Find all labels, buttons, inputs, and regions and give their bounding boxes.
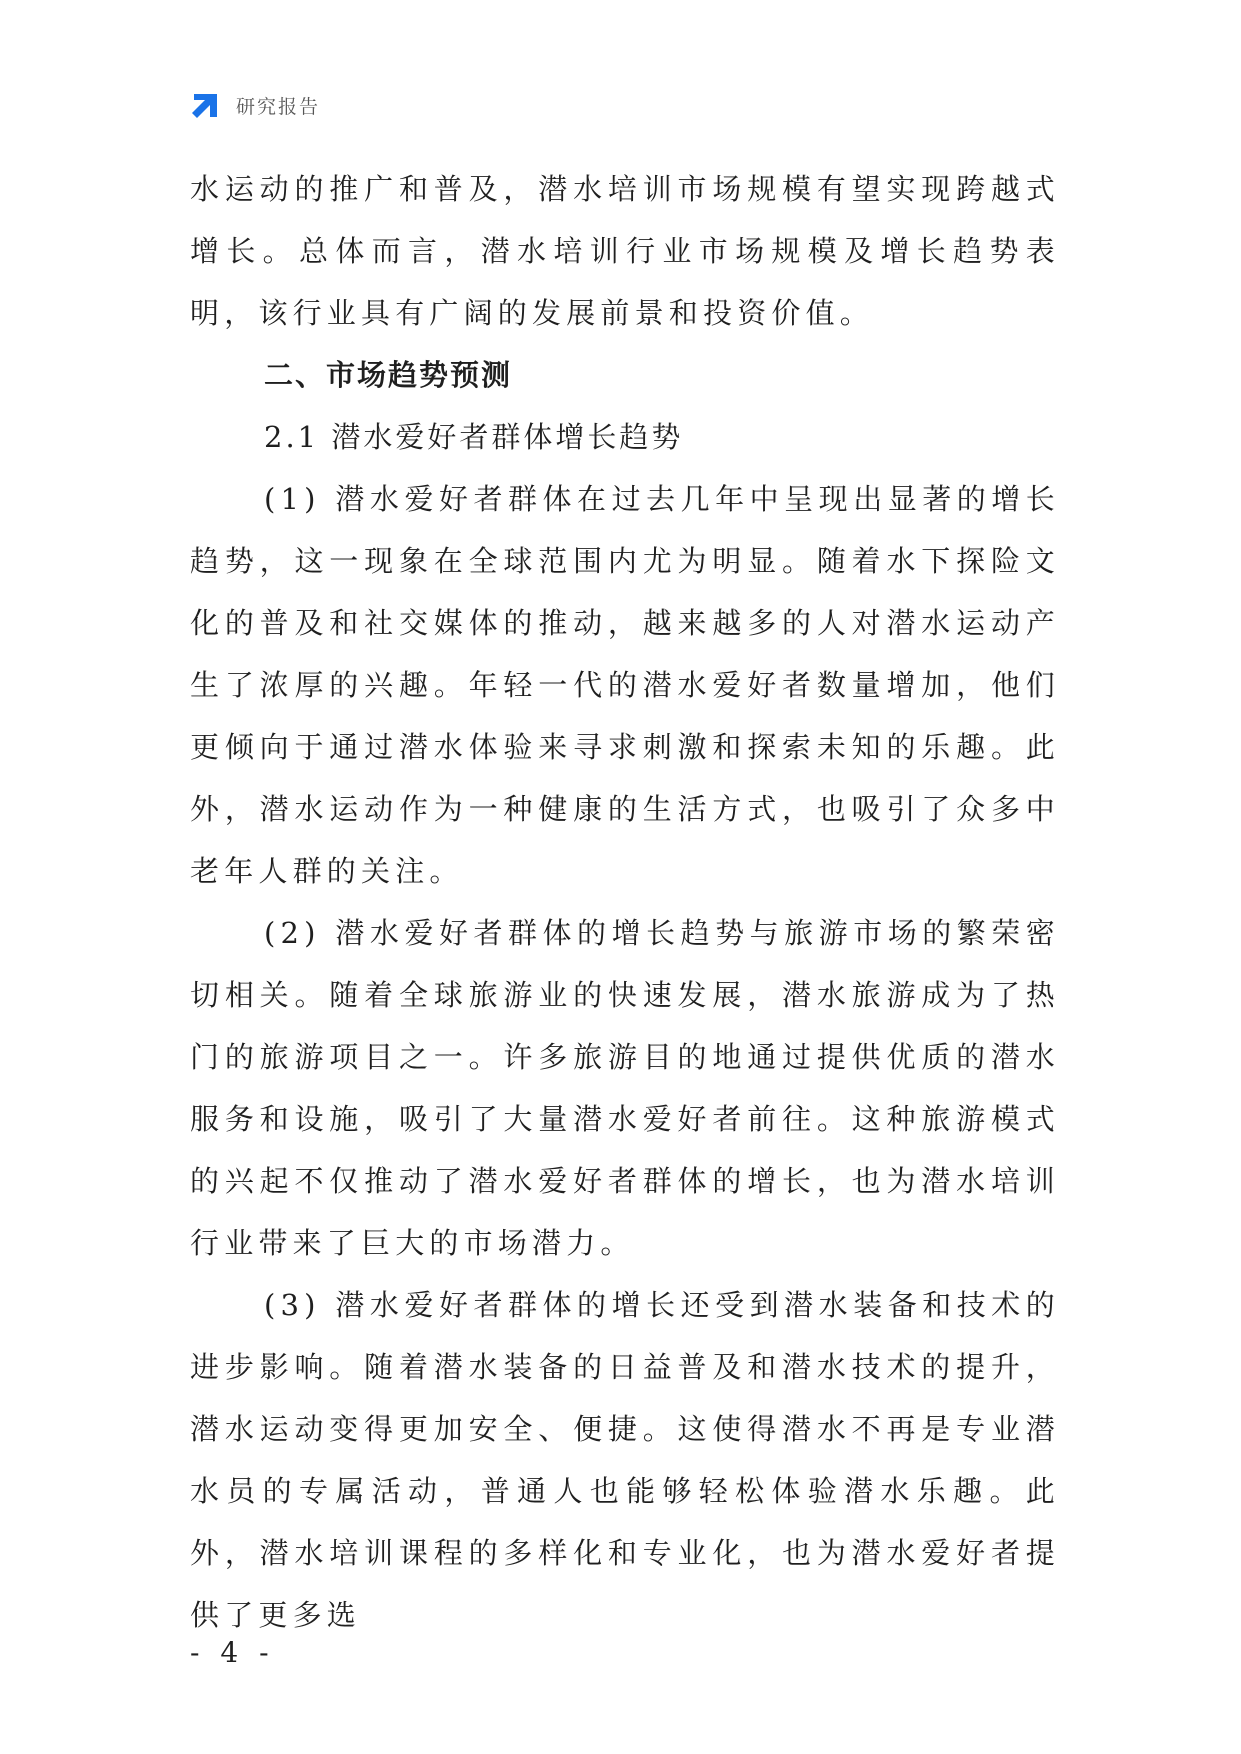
- paragraph-3: (3) 潜水爱好者群体的增长还受到潜水装备和技术的进步影响。随着潜水装备的日益普及和潜水技术的提升，潜水运动变得更加安全、便捷。这使得潜水不再是专业潜水员的专属活动，普通人也能够轻松体验潜水乐趣。此外，潜水培训课程的多样化和专业化，也为潜水爱好者提供了更多选: [190, 1288, 1060, 1632]
- document-body: [190, 158, 1060, 1646]
- page-number: - 4 -: [190, 1636, 275, 1669]
- header-title: 研究报告: [236, 95, 321, 118]
- subsection-heading: 2.1 潜水爱好者群体增长趋势: [264, 420, 684, 454]
- report-logo-icon: [190, 89, 222, 121]
- paragraph-1: (1) 潜水爱好者群体在过去几年中呈现出显著的增长趋势，这一现象在全球范围内尤为明显。随着水下探险文化的普及和社交媒体的推动，越来越多的人对潜水运动产生了浓厚的兴趣。年轻一代的潜水爱好者数量增加，他们更倾向于通过潜水体验来寻求刺激和探索未知的乐趣。此外，潜水运动作为一种健康的生活方式，也吸引了众多中老年人群的关注。: [190, 482, 1060, 888]
- section-heading: 二、市场趋势预测: [264, 358, 513, 392]
- intro-paragraph: 水运动的推广和普及，潜水培训市场规模有望实现跨越式增长。总体而言，潜水培训行业市场规模及增长趋势表明，该行业具有广阔的发展前景和投资价值。: [190, 172, 1060, 330]
- paragraph-2: (2) 潜水爱好者群体的增长趋势与旅游市场的繁荣密切相关。随着全球旅游业的快速发展，潜水旅游成为了热门的旅游项目之一。许多旅游目的地通过提供优质的潜水服务和设施，吸引了大量潜水爱好者前往。这种旅游模式的兴起不仅推动了潜水爱好者群体的增长，也为潜水培训行业带来了巨大的市场潜力。: [190, 916, 1060, 1260]
- page-header: [190, 88, 320, 122]
